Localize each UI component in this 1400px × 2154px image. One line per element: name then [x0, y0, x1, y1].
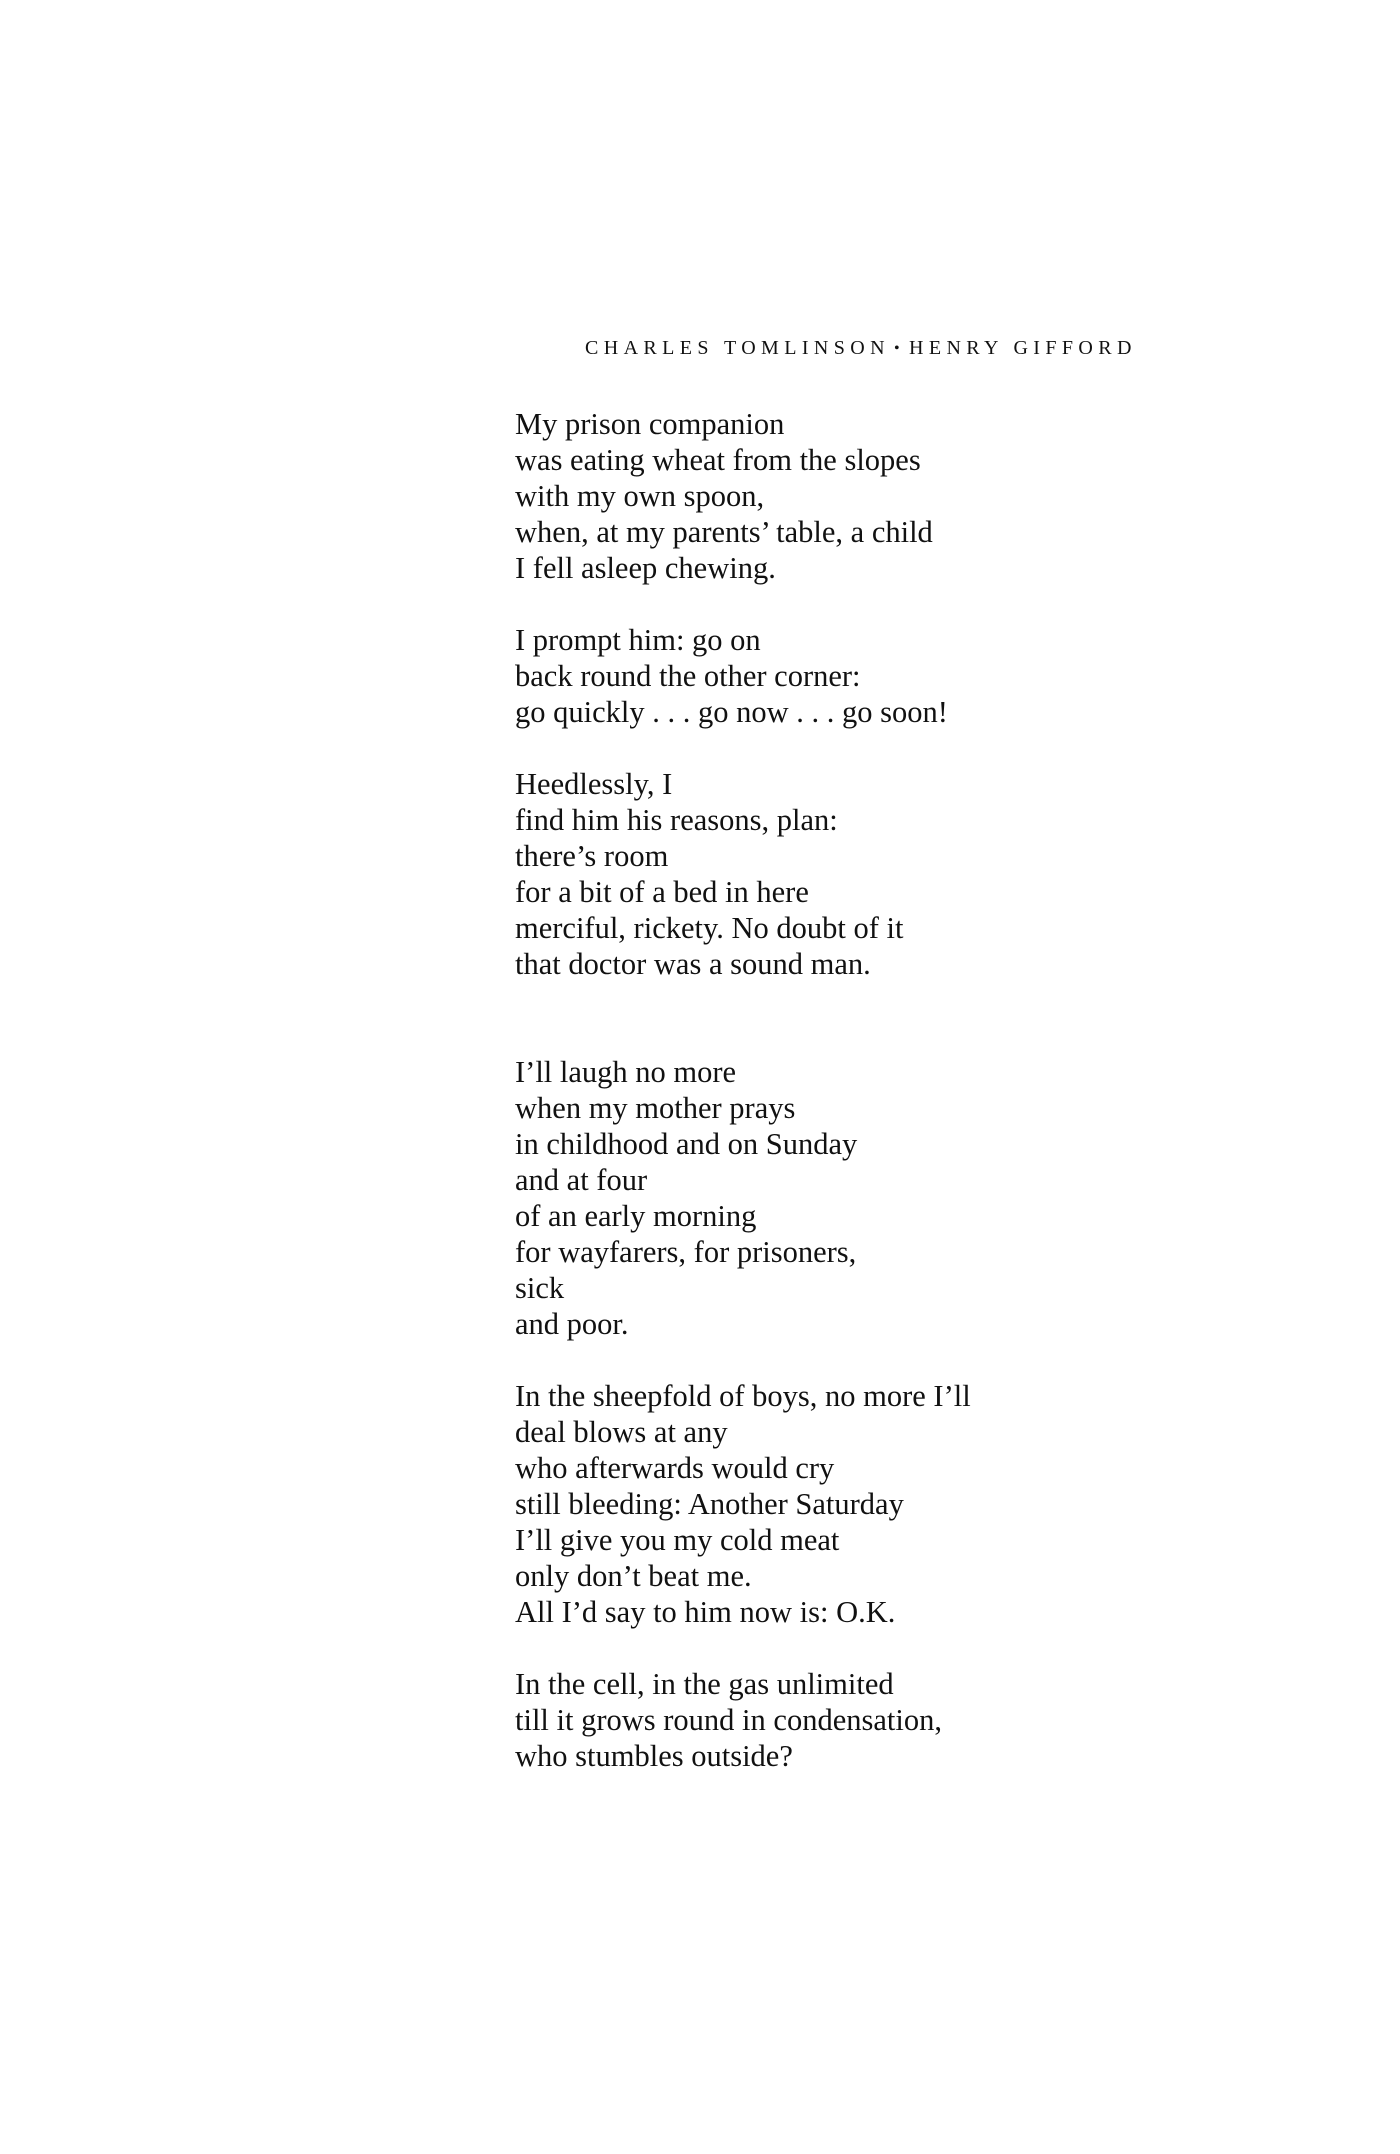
poem-line: I fell asleep chewing. — [515, 551, 776, 585]
poem-line: I’ll laugh no more — [515, 1055, 737, 1089]
poem-line: Heedlessly, I — [515, 767, 673, 801]
poem-line: I’ll give you my cold meat — [515, 1523, 840, 1557]
poem-line: who afterwards would cry — [515, 1451, 835, 1485]
running-head — [585, 334, 1285, 363]
poem-line: there’s room — [515, 839, 669, 873]
poem-line: find him his reasons, plan: — [515, 803, 838, 837]
poem-section-2-stanza-1 — [515, 1054, 857, 1342]
poem-section-2-stanza-3 — [515, 1666, 942, 1774]
poem-section-2-stanza-2 — [515, 1378, 971, 1630]
poem-line: All I’d say to him now is: O.K. — [515, 1595, 896, 1629]
poem-line: who stumbles outside? — [515, 1739, 793, 1773]
poem-line: I prompt him: go on — [515, 623, 761, 657]
poem-line: for a bit of a bed in here — [515, 875, 809, 909]
poem-line: in childhood and on Sunday — [515, 1127, 858, 1161]
poem-line: In the sheepfold of boys, no more I’ll — [515, 1379, 971, 1413]
poem-line: In the cell, in the gas unlimited — [515, 1667, 894, 1701]
poem-line: My prison companion — [515, 407, 785, 441]
poem-line: sick — [515, 1271, 565, 1305]
running-head-author-2: HENRY GIFFORD — [909, 337, 1137, 359]
poem-line: go quickly . . . go now . . . go soon! — [515, 695, 948, 729]
poem-line: deal blows at any — [515, 1415, 728, 1449]
poem-section-1-stanza-1 — [515, 406, 933, 586]
poem-line: was eating wheat from the slopes — [515, 443, 921, 477]
poem-line: back round the other corner: — [515, 659, 861, 693]
poem-line: of an early morning — [515, 1199, 757, 1233]
poem-line: with my own spoon, — [515, 479, 765, 513]
poem-line: for wayfarers, for prisoners, — [515, 1235, 857, 1269]
running-head-author-1: CHARLES TOMLINSON — [585, 337, 890, 359]
poem-line: that doctor was a sound man. — [515, 947, 871, 981]
poem-line: and at four — [515, 1163, 648, 1197]
poem-section-1-stanza-3 — [515, 766, 904, 982]
poem-line: still bleeding: Another Saturday — [515, 1487, 904, 1521]
poem-line: when my mother prays — [515, 1091, 796, 1125]
running-head-separator: • — [893, 340, 905, 357]
poem-line: merciful, rickety. No doubt of it — [515, 911, 904, 945]
poem-section-1-stanza-2 — [515, 622, 948, 730]
poem-line: only don’t beat me. — [515, 1559, 752, 1593]
poem-line: and poor. — [515, 1307, 629, 1341]
poem-line: till it grows round in condensation, — [515, 1703, 942, 1737]
poem-line: when, at my parents’ table, a child — [515, 515, 933, 549]
